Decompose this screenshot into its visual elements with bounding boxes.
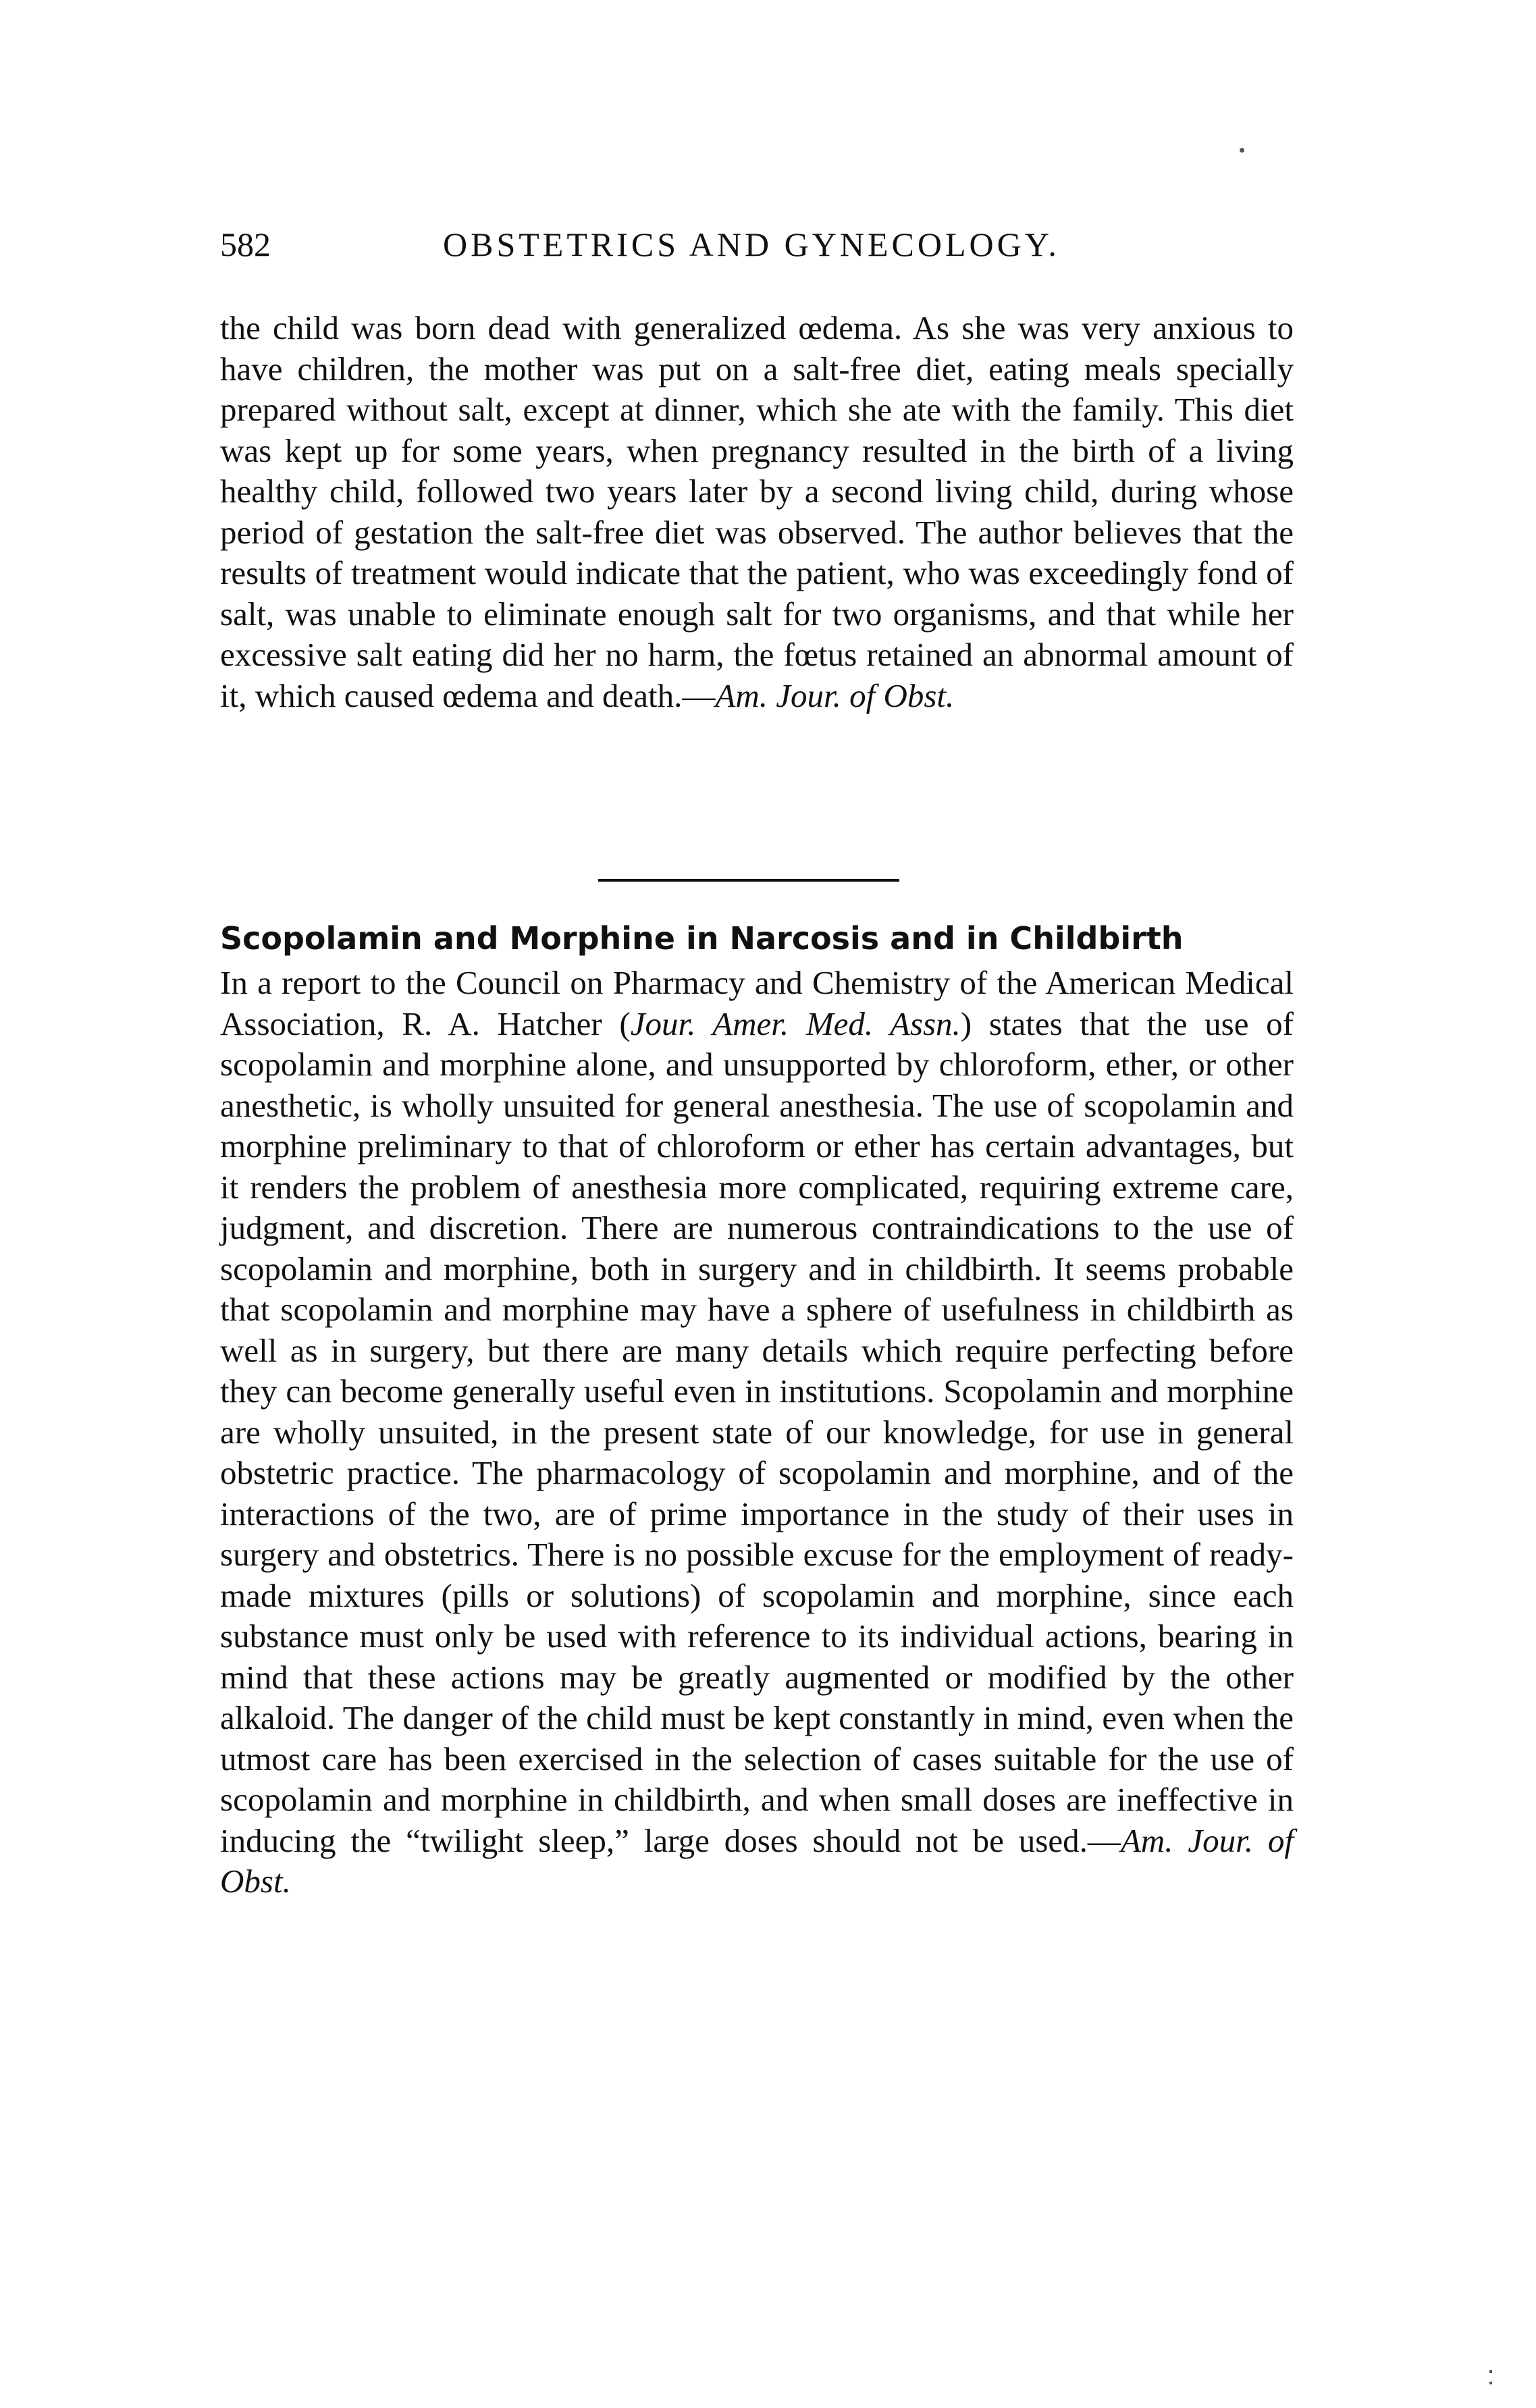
page-number: 582: [220, 225, 271, 263]
article-source: Am. Jour. of Obst.: [220, 1821, 1294, 1900]
article-source: Am. Jour. of Obst.: [715, 676, 955, 714]
source-dash: —: [1087, 1821, 1121, 1859]
scan-speck: [1240, 148, 1244, 153]
source-dash: —: [682, 676, 716, 714]
running-head: OBSTETRICS AND GYNECOLOGY.: [443, 225, 1060, 263]
section-heading: Scopolamin and Morphine in Narcosis and in Childbirth: [220, 920, 1184, 957]
article-body: ) states that the use of scopolamin and morphine alone, and unsupported by chloroform, ether, or other anesthetic, is wholly unsuited for general anesthesia. The use of scopolamin and morphine preliminary to that of chloroform or ether has certain advantages, but it renders the problem of anesthesia more complicated, requiring extreme care, judgment, and discretion. There are numerous contraindications to the use of scopolamin and morphine, both in surgery and in childbirth. It seems probable that scopolamin and morphine may have a sphere of usefulness in childbirth as well as in surgery, but there are many details which require perfecting before they can become generally useful even in institutions. Scopolamin and morphine are wholly unsuited, in the present state of our knowledge, for use in general obstetric practice. The pharmacology of scopolamin and morphine, and of the interactions of the two, are of prime importance in the study of their uses in surgery and obstetrics. There is no possible excuse for the employment of ready-made mixtures (pills or solutions) of scopolamin and morphine, since each substance must only be used with reference to its individual actions, bearing in mind that these actions may be greatly augmented or modified by the other alkaloid. The danger of the child must be kept constantly in mind, even when the utmost care has been exercised in the selection of cases suitable for the use of scopolamin and morphine in childbirth, and when small doses are ineffective in inducing the “twilight sleep,” large doses should not be used.: [220, 1005, 1294, 1859]
scopolamin-article-paragraph: [220, 963, 1294, 1902]
page-header: [220, 217, 1294, 271]
continued-article-paragraph: [220, 308, 1294, 716]
article-citation: Jour. Amer. Med. Assn.: [630, 1005, 961, 1042]
scan-speck: [1489, 2370, 1492, 2373]
continued-article: [220, 308, 1294, 716]
continued-article-text: the child was born dead with generalized œdema. As she was very anxious to have children, the mother was put on a salt-free diet, eating meals specially prepared without salt, except at dinner, which she ate with the family. This diet was kept up for some years, when pregnancy resulted in the birth of a living healthy child, followed two years later by a second living child, during whose period of gestation the salt-free diet was observed. The author believes that the results of treatment would indicate that the patient, who was exceedingly fond of salt, was unable to eliminate enough salt for two organisms, and that while her excessive salt eating did her no harm, the fœtus retained an abnormal amount of it, which caused œdema and death.: [220, 309, 1294, 714]
section-divider: [598, 879, 899, 882]
scopolamin-article: [220, 963, 1294, 1902]
article-intro: In a report to the Council on Pharmacy and Chemistry of the American Medical Association, R. A. Hatcher (: [220, 964, 1294, 1042]
scan-speck: [1489, 2382, 1492, 2384]
